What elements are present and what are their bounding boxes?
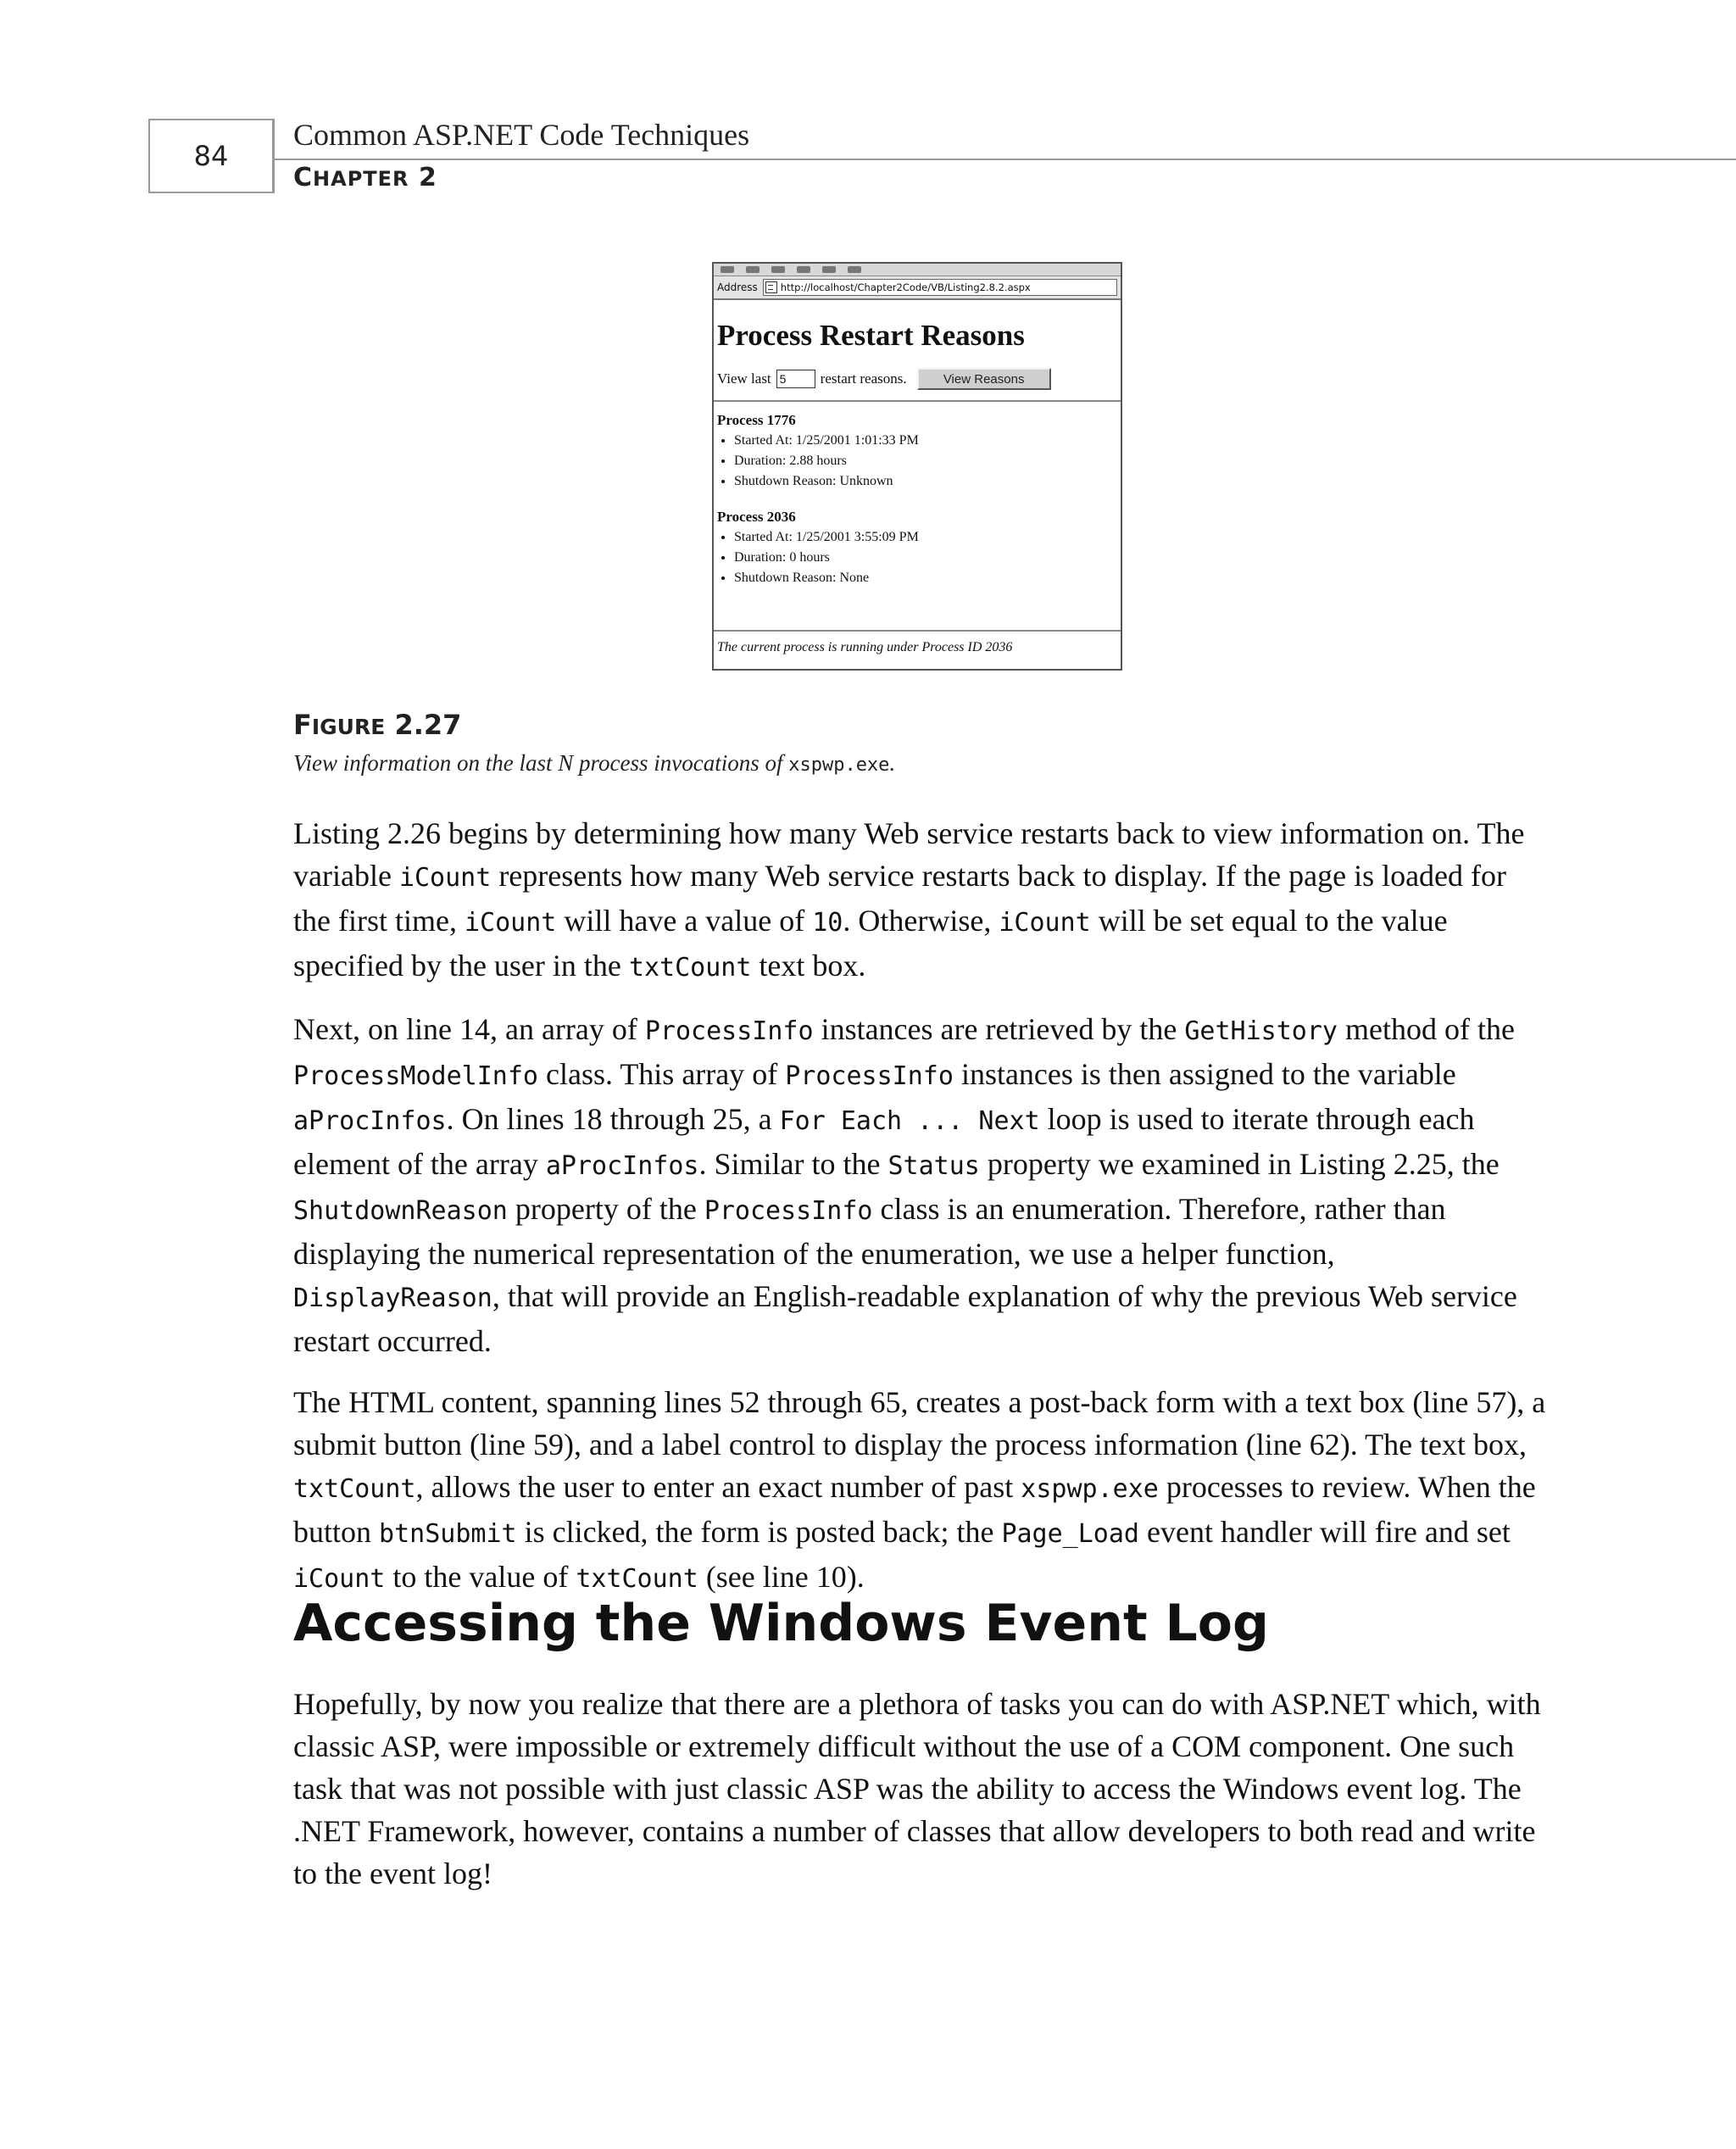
page-heading: Process Restart Reasons <box>717 319 1025 352</box>
paragraph: Hopefully, by now you realize that there are a plethora of tasks you can do with ASP.NET which, with classic ASP, were impossible or extremely difficult without the use of a COM component. One such task that was not possible with just classic ASP was the ability to access the Windows event log. The .NET Framework, however, contains a number of classes that allow developers to both read and write to the event log! <box>293 1687 1541 1890</box>
list-item: • Shutdown Reason: None <box>734 568 1117 588</box>
list-item: • Started At: 1/25/2001 1:01:33 PM <box>734 431 1117 451</box>
footer-divider <box>714 630 1121 632</box>
browser-content <box>714 300 1121 588</box>
list-item: • Started At: 1/25/2001 3:55:09 PM <box>734 527 1117 548</box>
browser-toolbar <box>714 264 1121 276</box>
paragraph: Next, on line 14, an array of ProcessInfo instances are retrieved by the GetHistory method of the ProcessModelInfo class. This array of ProcessInfo instances is then assigned to the variable aProcInfos. On lines 18 through 25, a For Each ... Next loop is used to iterate through each element of the array aProcInfos. Similar to the Status property we examined in Listing 2.25, the ShutdownReason property of the ProcessInfo class is an enumeration. Therefore, rather than displaying the numerical representation of the enumeration, we use a helper function, DisplayReason, that will provide an English-readable explanation of why the previous Web service restart occurred. <box>293 1012 1517 1358</box>
figure-label: FIGURE 2.27 <box>293 709 462 741</box>
count-input[interactable]: 5 <box>776 370 815 388</box>
favorites-icon <box>822 266 836 273</box>
view-last-label: View last <box>717 370 771 387</box>
address-label: Address <box>717 281 758 293</box>
url-text: http://localhost/Chapter2Code/VB/Listing2.8.2.aspx <box>780 281 1031 293</box>
list-item: • Shutdown Reason: Unknown <box>734 471 1117 492</box>
page-icon <box>765 281 777 293</box>
running-title: Common ASP.NET Code Techniques <box>293 118 750 152</box>
header-rule <box>273 159 1736 160</box>
section-body <box>293 1683 1548 1913</box>
restart-reasons-label: restart reasons. <box>820 370 907 387</box>
paragraph: Listing 2.26 begins by determining how many Web service restarts back to view information on. The variable iCount represents how many Web service restarts back to display. If the page is loaded for the first time, iCount will have a value of 10. Otherwise, iCount will be set equal to the value specified by the user in the txtCount text box. <box>293 816 1525 983</box>
list-item: • Duration: 0 hours <box>734 548 1117 568</box>
browser-screenshot <box>712 262 1122 671</box>
list-item: • Duration: 2.88 hours <box>734 451 1117 471</box>
paragraph: The HTML content, spanning lines 52 through 65, creates a post-back form with a text box (line 57), a submit button (line 59), and a label control to display the process information (line 62). The text box, txtCount, allows the user to enter an exact number of past xspwp.exe processes to review. When the button btnSubmit is clicked, the form is posted back; the Page_Load event handler will fire and set iCount to the value of txtCount (see line 10). <box>293 1385 1546 1594</box>
process-title: Process 1776 <box>717 412 796 428</box>
address-field[interactable] <box>763 279 1117 296</box>
view-reasons-button[interactable]: View Reasons <box>917 368 1051 390</box>
body-text <box>293 812 1548 1619</box>
process-details <box>717 431 1117 492</box>
search-icon <box>797 266 810 273</box>
home-icon <box>771 266 785 273</box>
page-number: 84 <box>148 119 274 193</box>
process-title: Process 2036 <box>717 509 796 525</box>
restart-form <box>717 368 1117 390</box>
address-bar <box>714 276 1121 300</box>
divider <box>714 400 1121 402</box>
history-icon <box>848 266 861 273</box>
figure-caption: View information on the last N process invocations of xspwp.exe. <box>293 750 896 776</box>
back-icon <box>721 266 734 273</box>
header-divider <box>273 119 275 193</box>
chapter-label: CHAPTER 2 <box>293 163 437 192</box>
section-heading: Accessing the Windows Event Log <box>293 1594 1269 1653</box>
refresh-icon <box>746 266 760 273</box>
footer-note: The current process is running under Process ID 2036 <box>717 640 1013 654</box>
process-details <box>717 527 1117 588</box>
